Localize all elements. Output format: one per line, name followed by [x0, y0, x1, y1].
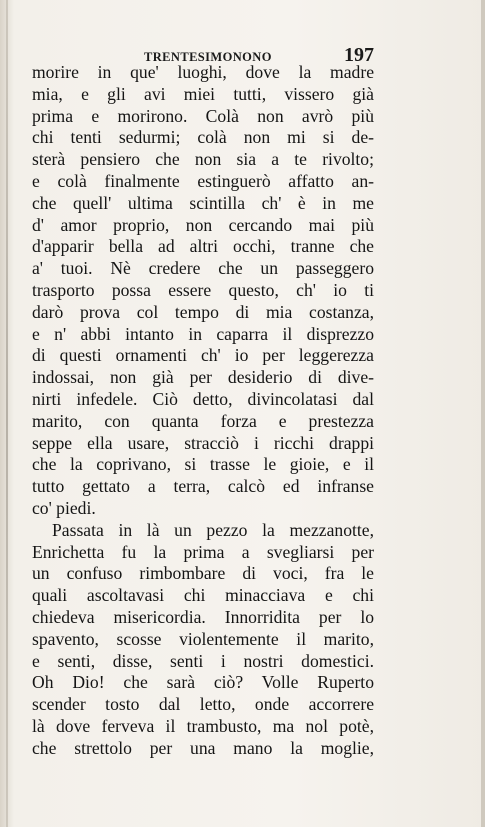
text-line: Oh Dio! che sarà ciò? Volle Ruperto [32, 672, 374, 693]
text-line: Passata in là un pezzo la mezzanotte, [52, 519, 374, 540]
text-line: scender tosto dal letto, onde accorrere [32, 694, 374, 715]
text-line: darò prova col tempo di mia costanza, [32, 301, 374, 322]
running-title: TRENTESIMONONO [144, 50, 272, 64]
text-line: sterà pensiero che non sia a te rivolto; [32, 149, 374, 170]
binding-gutter [6, 0, 8, 827]
text-line: e n' abbi intanto in caparra il disprezzo [32, 323, 374, 344]
text-line: co' piedi. [32, 497, 96, 518]
text-line: che strettolo per una mano la moglie, [32, 737, 374, 758]
text-line: Enrichetta fu la prima a svegliarsi per [32, 541, 374, 562]
text-line: spavento, scosse violentemente il marito, [32, 628, 374, 649]
text-line: d' amor proprio, non cercando mai più [32, 214, 374, 235]
text-line: a' tuoi. Nè credere che un passeggero [32, 258, 374, 279]
text-line: chi tenti sedurmi; colà non mi si de- [32, 127, 374, 148]
text-line: tutto gettato a terra, calcò ed infranse [32, 476, 374, 497]
text-line: di questi ornamenti ch' io per leggerezza [32, 345, 374, 366]
text-line: nirti infedele. Ciò detto, divincolatasi dal [32, 388, 374, 409]
text-line: marito, con quanta forza e prestezza [32, 410, 374, 431]
text-line: indossai, non già per desiderio di dive- [32, 367, 374, 388]
text-line: là dove ferveva il trambusto, ma nol potè, [32, 715, 374, 736]
text-line: d'apparir bella ad altri occhi, tranne che [32, 236, 374, 257]
text-line: mia, e gli avi miei tutti, vissero già [32, 83, 374, 104]
text-line: morire in que' luoghi, dove la madre [32, 62, 374, 82]
text-line: che la coprivano, si trasse le gioie, e il [32, 454, 374, 475]
text-line: seppe ella usare, stracciò i ricchi drappi [32, 432, 374, 453]
text-line: trasporto possa essere questo, ch' io ti [32, 279, 374, 300]
page-edge [481, 0, 485, 827]
text-line: e colà finalmente estinguerò affatto an- [32, 170, 374, 191]
text-line: un confuso rimbombare di voci, fra le [32, 563, 374, 584]
text-line: quali ascoltavasi chi minacciava e chi [32, 585, 374, 606]
text-line: che quell' ultima scintilla ch' è in me [32, 192, 374, 213]
page-number: 197 [344, 44, 374, 66]
body-text [32, 62, 374, 760]
text-line: e senti, disse, senti i nostri domestici. [32, 650, 374, 671]
text-line: chiedeva misericordia. Innorridita per lo [32, 606, 374, 627]
text-line: prima e morirono. Colà non avrò più [32, 105, 374, 126]
